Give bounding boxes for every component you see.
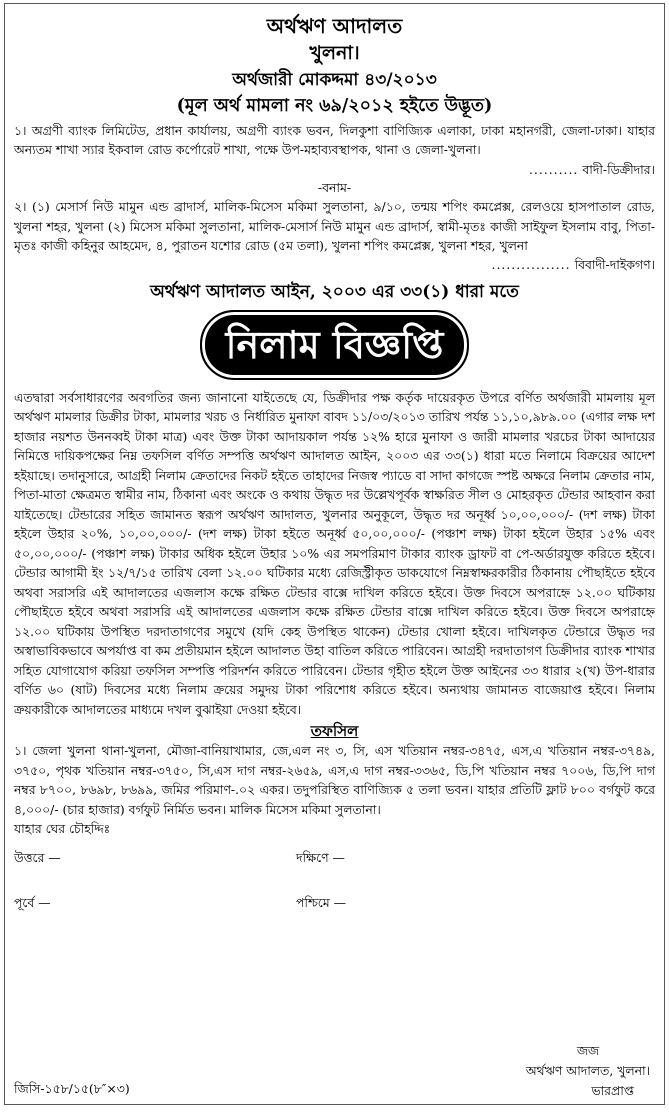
boundaries-heading: যাহার ঘের চৌহদ্দিঃ bbox=[14, 820, 111, 836]
plaintiff-block bbox=[14, 121, 655, 179]
auction-notice-banner: নিলাম বিজ্ঞপ্তি bbox=[200, 310, 470, 380]
schedule-text: ১। জেলা খুলনা থানা-খুলনা, মৌজা-বানিয়াখামার, জে,এল নং ৩, সি, এস খতিয়ান নম্বর-৩৪৭৫, এস,এ খতিয়ান নম্বর-৩৭৪৯, ৩৭৫০, পৃথক খতিয়ান নম্বর-৩৭৫০, সি,এস দাগ নম্বর-২৬৫৯, এস,এ দাগ নম্বর-৩৩৬৫, ডি,পি খতিয়ান নম্বর ৭০০৬, ডি,পি দাগ নম্বর ৮৭০০, ৮৬৯৮, ৮৬৯৯, জমির পরিমাণ-.০২ একর। তদুপরিস্থিত বাণিজ্যিক ৫ তলা ভবন। যাহার প্রতিটি ফ্লাট ৮০০ বর্গফুট করে ৪,০০০/- (চার হাজার) বর্গফুট নির্মিত ভবন। মালিক মিসেস মকিমা সুলতানা। bbox=[14, 743, 655, 817]
boundary-south: দক্ষিণে — bbox=[296, 850, 345, 866]
defendants-block bbox=[14, 197, 655, 275]
signature-court: অর্থঋণ আদালত, খুলনা। bbox=[525, 1062, 650, 1078]
auction-notice-page bbox=[4, 3, 665, 1105]
boundary-east: পূর্বে — bbox=[14, 895, 51, 911]
court-title: অর্থঋণ আদালত bbox=[266, 14, 403, 38]
plaintiff-role: বাদী-ডিক্রীদার। bbox=[582, 161, 655, 177]
reference-code: জিসি-১৫৮/১৫(৮″×৩) bbox=[14, 1080, 130, 1096]
plaintiff-role-line bbox=[14, 160, 655, 179]
boundary-west: পশ্চিমে — bbox=[296, 895, 346, 911]
versus-line: -বনাম- bbox=[317, 180, 352, 196]
notice-body: এতদ্বারা সর্বসাধারণের অবগতির জন্য জানানো যাইতেছে যে, ডিক্রীদার পক্ষ কর্তৃক দায়েরকৃত উপরে বর্ণিত অর্থজারী মামলায় মূল অর্থঋণ মামলার ডিক্রীর টাকা, মামলার খরচ ও নির্ধারিত মুনাফা বাবদ ১১/০৩/২০১৩ তারিখ পর্যন্ত ১১,১০,৯৮৯.০০ (এগার লক্ষ দশ হাজার নয়শত উননব্বই টাকা মাত্র) এবং উক্ত টাকা আদায়কাল পর্যন্ত ১২% হারে মুনাফা ও জারী মামলার খরচের টাকা আদায়ের নিমিত্তে দায়িকপক্ষের নিম্ন তফসিল বর্ণিত সম্পত্তি অর্থঋণ আদালত আইন, ২০০৩ এর ৩৩(১) ধারা মতে নিলামে বিক্রয়ের আদেশ হইয়াছে। তদানুসারে, আগ্রহী নিলাম ক্রেতাদের নিকট হইতে তাহাদের নিজস্ব প্যাডে বা সাদা কাগজে স্পষ্ট অক্ষরে নিলাম ক্রেতার নাম, পিতা-মাতা ক্ষেত্রমত স্বামীর নাম, ঠিকানা এবং অংকে ও কথায় উদ্ধৃত দর উল্লেখপূর্বক স্বাক্ষরিত সীল ও মোহরকৃত টেন্ডার আহবান করা যাইতেছে। টেন্ডারের সহিত জামানত স্বরূপ অর্থঋণ আদালত, খুলনার অনুকূলে, উদ্ধৃত দর অনূর্ধ্ব ১০,০০,০০০/- (দশ লক্ষ) টাকা হইলে উহার ২০%, ১০,০০,০০০/- (দশ লক্ষ) টাকা হইতে অনূর্ধ্ব ৫০,০০,০০০/- (পঞ্চাশ লক্ষ) টাকা হইলে উহার ১৫% এবং ৫০,০০,০০০/- (পঞ্চাশ লক্ষ) টাকার অধিক হইলে উহার ১০% এর সমপরিমাণ টাকার ব্যাংক ড্রাফট বা পে-অর্ডারযুক্ত করিতে হইবে। টেন্ডার আগামী ইং ১২/৭/১৫ তারিখ বেলা ১২.০০ ঘটিকার মধ্যে রেজিস্ট্রীকৃত ডাকযোগে নিম্নস্বাক্ষরকারীর ঠিকানায় পৌছাইতে হইবে অথবা সরাসরি এই আদালতের এজলাস কক্ষে রক্ষিত টেন্ডার বাক্সে দাখিল করিতে হইবে। উক্ত দিবসে অপরাহ্নে ১২.০০ ঘটিকায় পৌছাইতে হইবে অথবা সরাসরি এই আদালতের এজলাস কক্ষে রক্ষিত টেন্ডার বাক্সে দাখিল করিতে হইবে। উক্ত দিবসে অপরাহ্নে ১২.০০ ঘটিকায় উপস্থিত দরদাতাগণের সমুখে (যদি কেহ উপস্থিত থাকেন) টেন্ডার খোলা হইবে। দাখিলকৃত টেন্ডারে উদ্ধৃত দর অস্বাভাবিকভাবে অপর্যাপ্ত বা কম প্রতীয়মান হইলে আদালত উহা বাতিল করিতে পারিবেন। আগ্রহী দরদাতাগণ ডিক্রীদার ব্যাংক শাখার সহিত যোগাযোগ করিয়া তফসিল সম্পত্তি পরিদর্শন করিতে পারিবেন। টেন্ডার গৃহীত হইলে উক্ত আইনের ৩৩ ধারার ২(খ) উপ-ধারার বর্ণিত ৬০ (ষাট) দিবসের মধ্যে নিলাম ক্রয়ের সমুদয় টাকা পরিশোধ করিতে হইবে। অন্যথায় জামানত বাজেয়াপ্ত হইবে। নিলাম ক্রয়কারীকে আদালতের মাধ্যমে দখল বুঝাইয়া দেওয়া হইবে। bbox=[14, 389, 655, 717]
boundary-north: উত্তরে — bbox=[14, 850, 61, 866]
plaintiff-dots: .......... bbox=[528, 161, 579, 177]
boundaries-grid bbox=[14, 838, 655, 928]
act-section-line: অর্থঋণ আদালত আইন, ২০০৩ এর ৩৩(১) ধারা মতে bbox=[150, 281, 519, 302]
case-number: অর্থজারী মোকদ্দমা ৪৩/২০১৩ bbox=[232, 70, 437, 90]
plaintiff-text: ১। অগ্রণী ব্যাংক লিমিটেড, প্রধান কার্যালয়, অগ্রণী ব্যাংক ভবন, দিলকুশা বাণিজ্যিক এলাকা, ঢাকা মহানগরী, জেলা-ঢাকা। যাহার অন্যতম শাখা স্যার ইকবাল রোড কর্পোরেট শাখা, পক্ষে উপ-মহাব্যবস্থাপক, থানা ও জেলা-খুলনা। bbox=[14, 123, 655, 158]
defendants-dots: ................ bbox=[491, 257, 571, 273]
signature-title: জজ bbox=[576, 1043, 599, 1059]
signature-incharge: ভারপ্রাপ্ত bbox=[591, 1082, 634, 1098]
banner-wrap bbox=[14, 310, 655, 380]
defendants-role: বিবাদী-দাইকগণ। bbox=[574, 257, 655, 273]
schedule-title: তফসিল bbox=[310, 722, 359, 741]
defendants-text: ২। (১) মেসার্স নিউ মামুন এন্ড ব্রাদার্স, মালিক-মিসেস মকিমা সুলতানা, ৯/১০, তন্ময় শপিং কমপ্লেক্স, রেলওয়ে হাসপাতাল রোড, খুলনা শহর, খুলনা (২) মিসেস মকিমা সুলতানা, মালিক-মেসার্স নিউ মামুন এন্ড ব্রাদার্স, স্বামী-মৃতঃ কাজী সাইফুল ইসলাম বাবু, পিতা-মৃতঃ কাজী কহিনুর আহমেদ, ৪, পুরাতন যশোর রোড (৫ম তলা), খুলনা শপিং কমপ্লেক্স, খুলনা শহর, খুলনা bbox=[14, 199, 655, 254]
defendants-role-line bbox=[14, 255, 655, 274]
signature-block bbox=[526, 1041, 650, 1080]
court-city: খুলনা। bbox=[309, 42, 360, 64]
original-case-line: (মূল অর্থ মামলা নং ৬৯/২০১২ হইতে উদ্ভূত) bbox=[176, 96, 493, 116]
